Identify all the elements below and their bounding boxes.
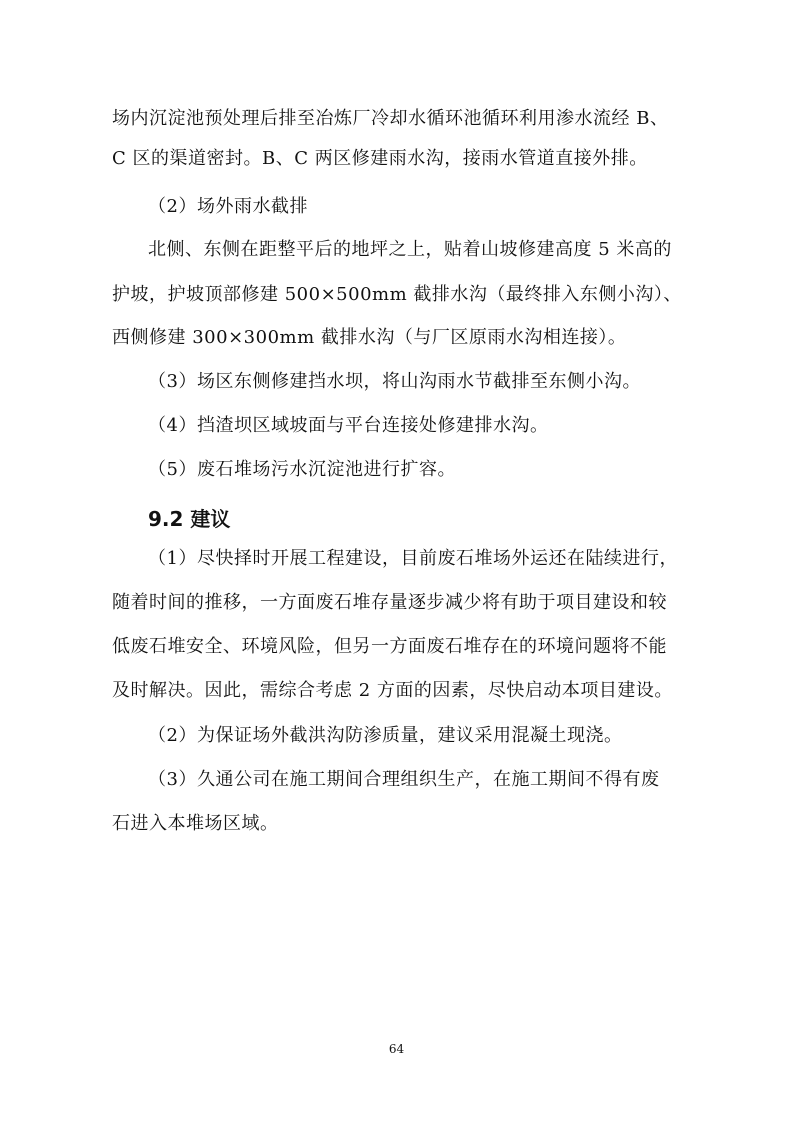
body-line-9: （5）废石堆场污水沉淀池进行扩容。 xyxy=(148,459,456,480)
suggestion-line-5: （2）为保证场外截洪沟防渗质量，建议采用混凝土现浇。 xyxy=(148,725,623,746)
suggestion-line-2: 随着时间的推移，一方面废石堆存量逐步减少将有助于项目建设和较 xyxy=(112,592,667,613)
body-line-8: （4）挡渣坝区域坡面与平台连接处修建排水沟。 xyxy=(148,415,549,436)
suggestion-line-1: （1）尽快择时开展工程建设，目前废石堆场外运还在陆续进行， xyxy=(148,548,678,569)
body-line-7: （3）场区东侧修建挡水坝，将山沟雨水节截排至东侧小沟。 xyxy=(148,371,641,392)
body-line-5: 护坡，护坡顶部修建 500×500mm 截排水沟（最终排入东侧小沟）、 xyxy=(112,284,682,305)
section-heading: 9.2 建议 xyxy=(148,507,231,531)
body-line-6: 西侧修建 300×300mm 截排水沟（与厂区原雨水沟相连接）。 xyxy=(112,327,627,348)
body-line-4: 北侧、东侧在距整平后的地坪之上，贴着山坡修建高度 5 米高的 xyxy=(148,239,672,260)
subsection-title-outer-rain: （2）场外雨水截排 xyxy=(148,196,308,217)
suggestion-line-3: 低废石堆安全、环境风险，但另一方面废石堆存在的环境问题将不能 xyxy=(112,636,667,657)
suggestion-line-4: 及时解决。因此，需综合考虑 2 方面的因素，尽快启动本项目建设。 xyxy=(112,680,673,701)
suggestion-line-6: （3）久通公司在施工期间合理组织生产，在施工期间不得有废 xyxy=(148,769,660,790)
body-line-2: C 区的渠道密封。B、C 两区修建雨水沟，接雨水管道直接外排。 xyxy=(112,148,648,169)
suggestion-line-7: 石进入本堆场区域。 xyxy=(112,813,279,834)
page-number: 64 xyxy=(388,1042,405,1056)
body-line-1: 场内沉淀池预处理后排至冶炼厂冷却水循环池循环利用渗水流经 B、 xyxy=(112,108,669,129)
